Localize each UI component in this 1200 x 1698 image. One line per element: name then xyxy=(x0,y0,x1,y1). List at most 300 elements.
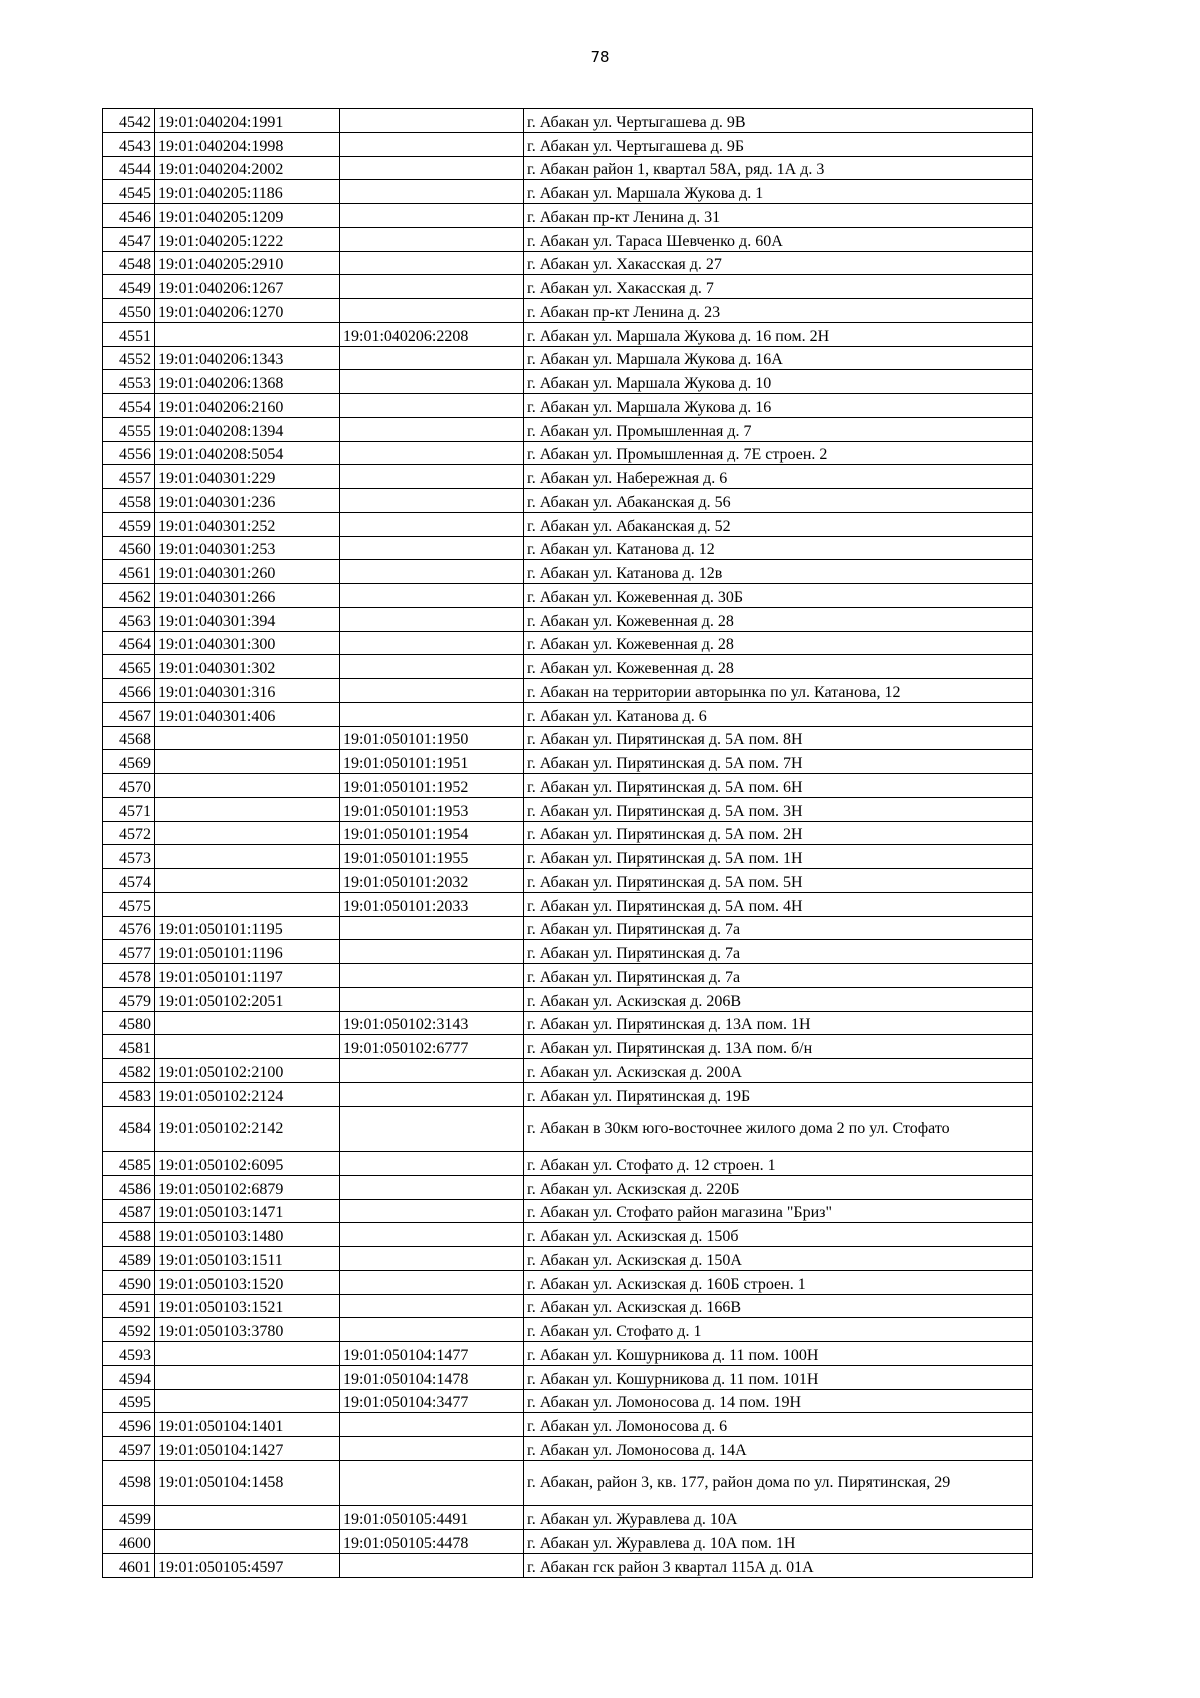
land-cadastral-number-cell: 19:01:040301:236 xyxy=(155,489,340,513)
row-number-cell: 4559 xyxy=(103,512,155,536)
land-cadastral-number-cell xyxy=(155,726,340,750)
table-row xyxy=(103,1035,1033,1059)
row-number-cell: 4561 xyxy=(103,560,155,584)
land-cadastral-number-cell: 19:01:050103:3780 xyxy=(155,1318,340,1342)
row-number-cell: 4578 xyxy=(103,964,155,988)
land-cadastral-number-cell: 19:01:040204:2002 xyxy=(155,156,340,180)
land-cadastral-number-cell: 19:01:040208:1394 xyxy=(155,417,340,441)
address-cell: г. Абакан ул. Кожевенная д. 28 xyxy=(524,631,1033,655)
row-number-cell: 4562 xyxy=(103,584,155,608)
land-cadastral-number-cell: 19:01:040205:1209 xyxy=(155,204,340,228)
table-row xyxy=(103,702,1033,726)
address-cell: г. Абакан ул. Кожевенная д. 30Б xyxy=(524,584,1033,608)
row-number-cell: 4554 xyxy=(103,394,155,418)
object-cadastral-number-cell xyxy=(340,1437,524,1461)
land-cadastral-number-cell: 19:01:050103:1520 xyxy=(155,1270,340,1294)
address-cell: г. Абакан ул. Стофато д. 1 xyxy=(524,1318,1033,1342)
registry-table xyxy=(102,108,1033,1578)
table-row xyxy=(103,156,1033,180)
object-cadastral-number-cell: 19:01:050101:1952 xyxy=(340,774,524,798)
land-cadastral-number-cell xyxy=(155,869,340,893)
address-cell: г. Абакан ул. Чертыгашева д. 9В xyxy=(524,109,1033,133)
address-cell: г. Абакан ул. Пирятинская д. 7а xyxy=(524,916,1033,940)
address-cell: г. Абакан пр-кт Ленина д. 31 xyxy=(524,204,1033,228)
table-row xyxy=(103,1247,1033,1271)
land-cadastral-number-cell: 19:01:040204:1991 xyxy=(155,109,340,133)
row-number-cell: 4566 xyxy=(103,679,155,703)
address-cell: г. Абакан ул. Промышленная д. 7 xyxy=(524,417,1033,441)
address-cell: г. Абакан ул. Журавлева д. 10А пом. 1Н xyxy=(524,1530,1033,1554)
row-number-cell: 4547 xyxy=(103,227,155,251)
object-cadastral-number-cell xyxy=(340,679,524,703)
land-cadastral-number-cell xyxy=(155,1530,340,1554)
table-row xyxy=(103,1413,1033,1437)
object-cadastral-number-cell xyxy=(340,370,524,394)
object-cadastral-number-cell xyxy=(340,560,524,584)
object-cadastral-number-cell xyxy=(340,227,524,251)
object-cadastral-number-cell: 19:01:050105:4478 xyxy=(340,1530,524,1554)
address-cell: г. Абакан ул. Пирятинская д. 5А пом. 4Н xyxy=(524,892,1033,916)
table-row xyxy=(103,655,1033,679)
address-cell: г. Абакан ул. Журавлева д. 10А xyxy=(524,1506,1033,1530)
object-cadastral-number-cell xyxy=(340,536,524,560)
land-cadastral-number-cell: 19:01:040301:229 xyxy=(155,465,340,489)
land-cadastral-number-cell: 19:01:050104:1427 xyxy=(155,1437,340,1461)
object-cadastral-number-cell: 19:01:050104:1478 xyxy=(340,1365,524,1389)
land-cadastral-number-cell: 19:01:040206:1267 xyxy=(155,275,340,299)
table-row xyxy=(103,465,1033,489)
address-cell: г. Абакан ул. Аскизская д. 220Б xyxy=(524,1175,1033,1199)
object-cadastral-number-cell xyxy=(340,346,524,370)
table-row xyxy=(103,679,1033,703)
table-row xyxy=(103,560,1033,584)
table-row xyxy=(103,964,1033,988)
row-number-cell: 4573 xyxy=(103,845,155,869)
land-cadastral-number-cell: 19:01:050104:1401 xyxy=(155,1413,340,1437)
land-cadastral-number-cell: 19:01:040301:252 xyxy=(155,512,340,536)
table-row xyxy=(103,1460,1033,1506)
row-number-cell: 4560 xyxy=(103,536,155,560)
object-cadastral-number-cell xyxy=(340,441,524,465)
object-cadastral-number-cell: 19:01:050101:1955 xyxy=(340,845,524,869)
land-cadastral-number-cell: 19:01:050102:2124 xyxy=(155,1082,340,1106)
object-cadastral-number-cell: 19:01:050104:1477 xyxy=(340,1342,524,1366)
table-row xyxy=(103,607,1033,631)
land-cadastral-number-cell xyxy=(155,322,340,346)
table-row xyxy=(103,1270,1033,1294)
table-row xyxy=(103,1294,1033,1318)
address-cell: г. Абакан пр-кт Ленина д. 23 xyxy=(524,299,1033,323)
land-cadastral-number-cell xyxy=(155,750,340,774)
object-cadastral-number-cell xyxy=(340,1223,524,1247)
object-cadastral-number-cell xyxy=(340,1152,524,1176)
land-cadastral-number-cell: 19:01:040205:1186 xyxy=(155,180,340,204)
object-cadastral-number-cell xyxy=(340,299,524,323)
page-number: 78 xyxy=(590,48,610,66)
table-row xyxy=(103,251,1033,275)
address-cell: г. Абакан ул. Тараса Шевченко д. 60А xyxy=(524,227,1033,251)
table-row xyxy=(103,1318,1033,1342)
land-cadastral-number-cell: 19:01:050103:1471 xyxy=(155,1199,340,1223)
row-number-cell: 4542 xyxy=(103,109,155,133)
registry-table-body xyxy=(103,109,1033,1578)
row-number-cell: 4586 xyxy=(103,1175,155,1199)
address-cell: г. Абакан ул. Стофато д. 12 строен. 1 xyxy=(524,1152,1033,1176)
land-cadastral-number-cell xyxy=(155,892,340,916)
land-cadastral-number-cell: 19:01:040206:1343 xyxy=(155,346,340,370)
row-number-cell: 4545 xyxy=(103,180,155,204)
object-cadastral-number-cell xyxy=(340,702,524,726)
land-cadastral-number-cell: 19:01:050101:1196 xyxy=(155,940,340,964)
row-number-cell: 4543 xyxy=(103,132,155,156)
address-cell: г. Абакан ул. Стофато район магазина "Бриз" xyxy=(524,1199,1033,1223)
object-cadastral-number-cell xyxy=(340,1082,524,1106)
table-row xyxy=(103,750,1033,774)
row-number-cell: 4577 xyxy=(103,940,155,964)
row-number-cell: 4552 xyxy=(103,346,155,370)
address-cell: г. Абакан ул. Ломоносова д. 14А xyxy=(524,1437,1033,1461)
land-cadastral-number-cell xyxy=(155,845,340,869)
table-row xyxy=(103,631,1033,655)
address-cell: г. Абакан ул. Набережная д. 6 xyxy=(524,465,1033,489)
address-cell: г. Абакан ул. Пирятинская д. 5А пом. 8Н xyxy=(524,726,1033,750)
table-row xyxy=(103,821,1033,845)
address-cell: г. Абакан ул. Ломоносова д. 6 xyxy=(524,1413,1033,1437)
table-row xyxy=(103,441,1033,465)
row-number-cell: 4553 xyxy=(103,370,155,394)
address-cell: г. Абакан ул. Аскизская д. 206В xyxy=(524,987,1033,1011)
row-number-cell: 4544 xyxy=(103,156,155,180)
address-cell: г. Абакан ул. Аскизская д. 150А xyxy=(524,1247,1033,1271)
address-cell: г. Абакан ул. Маршала Жукова д. 16А xyxy=(524,346,1033,370)
table-row xyxy=(103,1199,1033,1223)
address-cell: г. Абакан ул. Пирятинская д. 5А пом. 7Н xyxy=(524,750,1033,774)
table-row xyxy=(103,1553,1033,1577)
address-cell: г. Абакан ул. Катанова д. 12в xyxy=(524,560,1033,584)
land-cadastral-number-cell: 19:01:040301:300 xyxy=(155,631,340,655)
address-cell: г. Абакан ул. Пирятинская д. 7а xyxy=(524,964,1033,988)
row-number-cell: 4580 xyxy=(103,1011,155,1035)
object-cadastral-number-cell: 19:01:040206:2208 xyxy=(340,322,524,346)
object-cadastral-number-cell xyxy=(340,1199,524,1223)
object-cadastral-number-cell xyxy=(340,1059,524,1083)
row-number-cell: 4592 xyxy=(103,1318,155,1342)
table-row xyxy=(103,869,1033,893)
address-cell: г. Абакан ул. Кожевенная д. 28 xyxy=(524,655,1033,679)
table-row xyxy=(103,1106,1033,1152)
land-cadastral-number-cell: 19:01:050102:2100 xyxy=(155,1059,340,1083)
address-cell: г. Абакан район 1, квартал 58А, ряд. 1А д. 3 xyxy=(524,156,1033,180)
row-number-cell: 4555 xyxy=(103,417,155,441)
land-cadastral-number-cell: 19:01:040301:266 xyxy=(155,584,340,608)
object-cadastral-number-cell xyxy=(340,607,524,631)
address-cell: г. Абакан ул. Абаканская д. 52 xyxy=(524,512,1033,536)
object-cadastral-number-cell xyxy=(340,1460,524,1506)
object-cadastral-number-cell xyxy=(340,489,524,513)
object-cadastral-number-cell: 19:01:050101:1951 xyxy=(340,750,524,774)
row-number-cell: 4596 xyxy=(103,1413,155,1437)
address-cell: г. Абакан ул. Хакасская д. 7 xyxy=(524,275,1033,299)
object-cadastral-number-cell xyxy=(340,1553,524,1577)
table-row xyxy=(103,512,1033,536)
land-cadastral-number-cell xyxy=(155,1365,340,1389)
object-cadastral-number-cell xyxy=(340,156,524,180)
row-number-cell: 4581 xyxy=(103,1035,155,1059)
address-cell: г. Абакан гск район 3 квартал 115А д. 01А xyxy=(524,1553,1033,1577)
table-row xyxy=(103,1082,1033,1106)
object-cadastral-number-cell: 19:01:050104:3477 xyxy=(340,1389,524,1413)
table-row xyxy=(103,1059,1033,1083)
address-cell: г. Абакан ул. Пирятинская д. 7а xyxy=(524,940,1033,964)
table-row xyxy=(103,1365,1033,1389)
land-cadastral-number-cell xyxy=(155,821,340,845)
land-cadastral-number-cell: 19:01:050102:6095 xyxy=(155,1152,340,1176)
object-cadastral-number-cell xyxy=(340,251,524,275)
address-cell: г. Абакан ул. Ломоносова д. 14 пом. 19Н xyxy=(524,1389,1033,1413)
land-cadastral-number-cell: 19:01:040205:2910 xyxy=(155,251,340,275)
table-row xyxy=(103,227,1033,251)
table-row xyxy=(103,1152,1033,1176)
row-number-cell: 4582 xyxy=(103,1059,155,1083)
land-cadastral-number-cell: 19:01:040301:253 xyxy=(155,536,340,560)
row-number-cell: 4550 xyxy=(103,299,155,323)
land-cadastral-number-cell xyxy=(155,1011,340,1035)
table-row xyxy=(103,180,1033,204)
row-number-cell: 4567 xyxy=(103,702,155,726)
table-row xyxy=(103,987,1033,1011)
row-number-cell: 4571 xyxy=(103,797,155,821)
address-cell: г. Абакан ул. Маршала Жукова д. 16 xyxy=(524,394,1033,418)
table-row xyxy=(103,1175,1033,1199)
row-number-cell: 4569 xyxy=(103,750,155,774)
address-cell: г. Абакан ул. Пирятинская д. 5А пом. 3Н xyxy=(524,797,1033,821)
object-cadastral-number-cell xyxy=(340,631,524,655)
row-number-cell: 4563 xyxy=(103,607,155,631)
object-cadastral-number-cell: 19:01:050101:1950 xyxy=(340,726,524,750)
table-row xyxy=(103,1011,1033,1035)
land-cadastral-number-cell: 19:01:050105:4597 xyxy=(155,1553,340,1577)
row-number-cell: 4599 xyxy=(103,1506,155,1530)
table-row xyxy=(103,1506,1033,1530)
row-number-cell: 4589 xyxy=(103,1247,155,1271)
row-number-cell: 4570 xyxy=(103,774,155,798)
address-cell: г. Абакан ул. Кошурникова д. 11 пом. 101Н xyxy=(524,1365,1033,1389)
land-cadastral-number-cell: 19:01:040301:394 xyxy=(155,607,340,631)
address-cell: г. Абакан ул. Пирятинская д. 13А пом. б/н xyxy=(524,1035,1033,1059)
object-cadastral-number-cell xyxy=(340,180,524,204)
table-row xyxy=(103,322,1033,346)
object-cadastral-number-cell xyxy=(340,465,524,489)
table-row xyxy=(103,1530,1033,1554)
land-cadastral-number-cell: 19:01:050102:2051 xyxy=(155,987,340,1011)
address-cell: г. Абакан ул. Маршала Жукова д. 1 xyxy=(524,180,1033,204)
land-cadastral-number-cell: 19:01:050101:1197 xyxy=(155,964,340,988)
land-cadastral-number-cell: 19:01:040301:316 xyxy=(155,679,340,703)
object-cadastral-number-cell xyxy=(340,512,524,536)
object-cadastral-number-cell xyxy=(340,1413,524,1437)
land-cadastral-number-cell: 19:01:040301:260 xyxy=(155,560,340,584)
address-cell: г. Абакан ул. Абаканская д. 56 xyxy=(524,489,1033,513)
row-number-cell: 4575 xyxy=(103,892,155,916)
table-row xyxy=(103,132,1033,156)
object-cadastral-number-cell xyxy=(340,1106,524,1152)
object-cadastral-number-cell xyxy=(340,1294,524,1318)
row-number-cell: 4594 xyxy=(103,1365,155,1389)
object-cadastral-number-cell: 19:01:050101:1954 xyxy=(340,821,524,845)
row-number-cell: 4576 xyxy=(103,916,155,940)
address-cell: г. Абакан на территории авторынка по ул. Катанова, 12 xyxy=(524,679,1033,703)
row-number-cell: 4579 xyxy=(103,987,155,1011)
land-cadastral-number-cell xyxy=(155,797,340,821)
address-cell: г. Абакан, район 3, кв. 177, район дома по ул. Пирятинская, 29 xyxy=(524,1460,1033,1506)
table-row xyxy=(103,845,1033,869)
object-cadastral-number-cell xyxy=(340,987,524,1011)
object-cadastral-number-cell: 19:01:050105:4491 xyxy=(340,1506,524,1530)
land-cadastral-number-cell xyxy=(155,1389,340,1413)
row-number-cell: 4597 xyxy=(103,1437,155,1461)
row-number-cell: 4590 xyxy=(103,1270,155,1294)
land-cadastral-number-cell xyxy=(155,1506,340,1530)
table-row xyxy=(103,892,1033,916)
table-row xyxy=(103,1389,1033,1413)
address-cell: г. Абакан ул. Пирятинская д. 19Б xyxy=(524,1082,1033,1106)
land-cadastral-number-cell: 19:01:050104:1458 xyxy=(155,1460,340,1506)
object-cadastral-number-cell xyxy=(340,940,524,964)
land-cadastral-number-cell: 19:01:050103:1521 xyxy=(155,1294,340,1318)
address-cell: г. Абакан в 30км юго-восточнее жилого дома 2 по ул. Стофато xyxy=(524,1106,1033,1152)
object-cadastral-number-cell xyxy=(340,916,524,940)
table-row xyxy=(103,797,1033,821)
object-cadastral-number-cell xyxy=(340,964,524,988)
object-cadastral-number-cell: 19:01:050102:6777 xyxy=(340,1035,524,1059)
address-cell: г. Абакан ул. Аскизская д. 160Б строен. 1 xyxy=(524,1270,1033,1294)
address-cell: г. Абакан ул. Маршала Жукова д. 10 xyxy=(524,370,1033,394)
address-cell: г. Абакан ул. Промышленная д. 7Е строен. 2 xyxy=(524,441,1033,465)
table-row xyxy=(103,536,1033,560)
table-row xyxy=(103,940,1033,964)
object-cadastral-number-cell xyxy=(340,655,524,679)
row-number-cell: 4585 xyxy=(103,1152,155,1176)
object-cadastral-number-cell xyxy=(340,584,524,608)
table-row xyxy=(103,109,1033,133)
row-number-cell: 4572 xyxy=(103,821,155,845)
land-cadastral-number-cell: 19:01:040301:406 xyxy=(155,702,340,726)
land-cadastral-number-cell: 19:01:050102:2142 xyxy=(155,1106,340,1152)
table-row xyxy=(103,394,1033,418)
table-row xyxy=(103,299,1033,323)
object-cadastral-number-cell xyxy=(340,417,524,441)
address-cell: г. Абакан ул. Аскизская д. 166В xyxy=(524,1294,1033,1318)
address-cell: г. Абакан ул. Хакасская д. 27 xyxy=(524,251,1033,275)
row-number-cell: 4595 xyxy=(103,1389,155,1413)
table-row xyxy=(103,584,1033,608)
row-number-cell: 4564 xyxy=(103,631,155,655)
address-cell: г. Абакан ул. Пирятинская д. 5А пом. 5Н xyxy=(524,869,1033,893)
row-number-cell: 4557 xyxy=(103,465,155,489)
address-cell: г. Абакан ул. Кошурникова д. 11 пом. 100Н xyxy=(524,1342,1033,1366)
row-number-cell: 4584 xyxy=(103,1106,155,1152)
object-cadastral-number-cell xyxy=(340,394,524,418)
land-cadastral-number-cell xyxy=(155,1035,340,1059)
table-row xyxy=(103,370,1033,394)
table-row xyxy=(103,417,1033,441)
table-row xyxy=(103,1437,1033,1461)
address-cell: г. Абакан ул. Катанова д. 6 xyxy=(524,702,1033,726)
object-cadastral-number-cell xyxy=(340,1175,524,1199)
object-cadastral-number-cell: 19:01:050101:1953 xyxy=(340,797,524,821)
land-cadastral-number-cell: 19:01:040206:2160 xyxy=(155,394,340,418)
land-cadastral-number-cell: 19:01:040208:5054 xyxy=(155,441,340,465)
object-cadastral-number-cell: 19:01:050101:2032 xyxy=(340,869,524,893)
address-cell: г. Абакан ул. Пирятинская д. 13А пом. 1Н xyxy=(524,1011,1033,1035)
table-row xyxy=(103,346,1033,370)
row-number-cell: 4565 xyxy=(103,655,155,679)
land-cadastral-number-cell xyxy=(155,774,340,798)
address-cell: г. Абакан ул. Аскизская д. 200А xyxy=(524,1059,1033,1083)
address-cell: г. Абакан ул. Пирятинская д. 5А пом. 6Н xyxy=(524,774,1033,798)
table-row xyxy=(103,916,1033,940)
address-cell: г. Абакан ул. Кожевенная д. 28 xyxy=(524,607,1033,631)
land-cadastral-number-cell: 19:01:050102:6879 xyxy=(155,1175,340,1199)
row-number-cell: 4598 xyxy=(103,1460,155,1506)
land-cadastral-number-cell: 19:01:040206:1270 xyxy=(155,299,340,323)
row-number-cell: 4574 xyxy=(103,869,155,893)
row-number-cell: 4551 xyxy=(103,322,155,346)
land-cadastral-number-cell: 19:01:050103:1480 xyxy=(155,1223,340,1247)
address-cell: г. Абакан ул. Маршала Жукова д. 16 пом. 2Н xyxy=(524,322,1033,346)
object-cadastral-number-cell xyxy=(340,275,524,299)
address-cell: г. Абакан ул. Катанова д. 12 xyxy=(524,536,1033,560)
object-cadastral-number-cell xyxy=(340,204,524,228)
table-row xyxy=(103,774,1033,798)
address-cell: г. Абакан ул. Аскизская д. 150б xyxy=(524,1223,1033,1247)
row-number-cell: 4588 xyxy=(103,1223,155,1247)
row-number-cell: 4556 xyxy=(103,441,155,465)
row-number-cell: 4558 xyxy=(103,489,155,513)
object-cadastral-number-cell xyxy=(340,1270,524,1294)
object-cadastral-number-cell xyxy=(340,109,524,133)
address-cell: г. Абакан ул. Чертыгашева д. 9Б xyxy=(524,132,1033,156)
address-cell: г. Абакан ул. Пирятинская д. 5А пом. 2Н xyxy=(524,821,1033,845)
row-number-cell: 4583 xyxy=(103,1082,155,1106)
object-cadastral-number-cell xyxy=(340,132,524,156)
object-cadastral-number-cell xyxy=(340,1247,524,1271)
row-number-cell: 4548 xyxy=(103,251,155,275)
row-number-cell: 4546 xyxy=(103,204,155,228)
row-number-cell: 4600 xyxy=(103,1530,155,1554)
table-row xyxy=(103,726,1033,750)
table-row xyxy=(103,204,1033,228)
row-number-cell: 4587 xyxy=(103,1199,155,1223)
row-number-cell: 4591 xyxy=(103,1294,155,1318)
table-row xyxy=(103,1342,1033,1366)
object-cadastral-number-cell: 19:01:050102:3143 xyxy=(340,1011,524,1035)
row-number-cell: 4601 xyxy=(103,1553,155,1577)
object-cadastral-number-cell xyxy=(340,1318,524,1342)
table-row xyxy=(103,489,1033,513)
land-cadastral-number-cell: 19:01:040301:302 xyxy=(155,655,340,679)
table-row xyxy=(103,275,1033,299)
land-cadastral-number-cell: 19:01:040204:1998 xyxy=(155,132,340,156)
land-cadastral-number-cell: 19:01:040205:1222 xyxy=(155,227,340,251)
object-cadastral-number-cell: 19:01:050101:2033 xyxy=(340,892,524,916)
row-number-cell: 4593 xyxy=(103,1342,155,1366)
row-number-cell: 4549 xyxy=(103,275,155,299)
row-number-cell: 4568 xyxy=(103,726,155,750)
address-cell: г. Абакан ул. Пирятинская д. 5А пом. 1Н xyxy=(524,845,1033,869)
land-cadastral-number-cell xyxy=(155,1342,340,1366)
land-cadastral-number-cell: 19:01:050101:1195 xyxy=(155,916,340,940)
